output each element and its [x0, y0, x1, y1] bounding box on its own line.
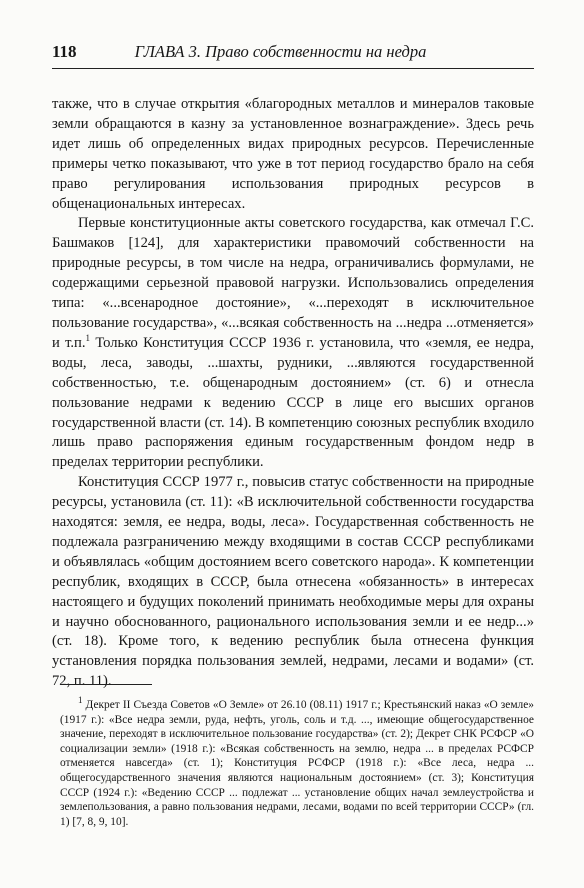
chapter-title: ГЛАВА 3. Право собственности на недра: [134, 42, 427, 61]
footnote-reference: 1: [85, 333, 91, 344]
paragraph-1: также, что в случае открытия «благородных металлов и минералов таковые земли обращаются в казну за установленное вознаграждение». Здесь речь идет лишь об определенных видах природных ресурсов. Перечисленные примеры четко показывают, что уже в тот период государство брало на себя право регулирования использования природных ресурсов в общенациональных интересах.: [52, 96, 534, 212]
paragraph-3: Конституция СССР 1977 г., повысив статус собственности на природные ресурсы, установила (ст. 11): «В исключительной собственности государства находятся: земля, ее недра, воды, леса». Государственная собственность не подлежала разграничению между входящими в состав СССР республиками и объявлялась «общим достоянием всего советского народа». К компетенции республик, входящих в СССР, была отнесена «обязанность» в интересах настоящего и будущих поколений принимать необходимые меры для охраны и научно обоснованного, рационального использования земли и ее недр...» (ст. 18). Кроме того, к ведению республик была отнесена функция установления порядка пользования землей, недрами, лесами и водами» (ст. 72, п. 11).: [52, 474, 534, 690]
footnote-marker: 1: [78, 695, 83, 706]
paragraph-2-part-b: Только Конституция СССР 1936 г. установила, что «земля, ее недра, воды, леса, заводы, ...шахты, рудники, ...являются государственной собственностью, т.е. общенародным достоянием» (ст. 6) и отнесла пользование недрами к ведению СССР в лице его высших органов государственной власти (ст. 14). В компетенцию союзных республик входило лишь право распоряжения единым государственным фондом недр в пределах территории республики.: [52, 334, 534, 471]
running-header: [52, 42, 534, 69]
footnotes: [60, 695, 534, 829]
main-text: [52, 95, 534, 692]
footnote-text: Декрет II Съезда Советов «О Земле» от 26.10 (08.11) 1917 г.; Крестьянский наказ «О земле» (1917 г.): «Все недра земли, руда, нефть, уголь, соль и т.д. ..., имеющие общегосударственное значение, переходят в исключительное пользование государства» (ст. 2); Декрет СНК РСФСР «О социализации земли» (1918 г.): «Всякая собственность на землю, недра ... в пределах РСФСР отменяется навсегда» (ст. 1); Конституция РСФСР (1918 г.): «Все леса, недра ... общегосударственного значения являются национальным достоянием» (ст. 3); Конституция СССР (1924 г.): «Ведению СССР ... подлежат ... установление общих начал землеустройства и землепользования, а равно пользования недрами, лесами, водами по всей территории СССР» (гл. 1) [7, 8, 9, 10].: [60, 699, 534, 828]
footnote-1: [60, 695, 534, 829]
footnote-divider: [60, 684, 152, 685]
page-content: [52, 42, 534, 692]
paragraph-2: [52, 214, 534, 473]
paragraph-2-part-a: Первые конституционные акты советского государства, как отмечал Г.С. Башмаков [124], для характеристики правомочий собственности на природные ресурсы, в том числе на недра, ограничивались формулами, не содержащими серьезной правовой нагрузки. Использовались определения типа: «...всенародное достояние», «...переходят в исключительное пользование государства», «...всякая собственность на ...недра ...отменяется» и т.п.: [52, 215, 534, 351]
page-number: 118: [52, 42, 77, 61]
